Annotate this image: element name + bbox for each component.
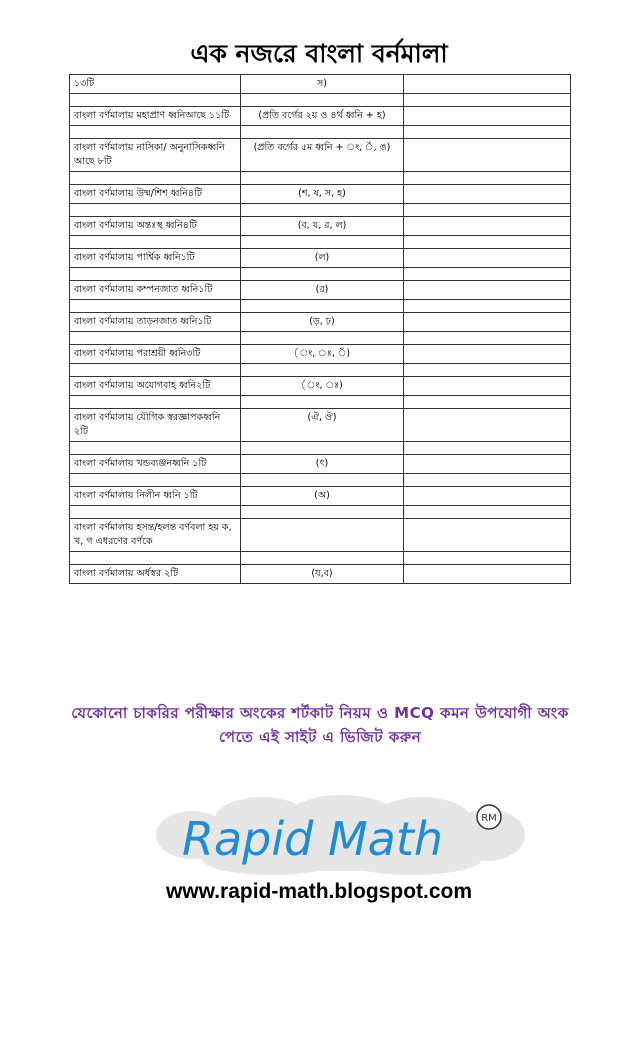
table-row	[70, 519, 571, 552]
empty-cell	[70, 204, 241, 217]
empty-cell	[241, 474, 404, 487]
empty-cell	[241, 94, 404, 107]
row-label: বাংলা বর্ণমালায় অযোগবাহ ধ্বনি২টি	[70, 377, 241, 396]
empty-cell	[404, 126, 571, 139]
empty-cell	[70, 268, 241, 281]
spacer-row	[70, 172, 571, 185]
table-row	[70, 313, 571, 332]
spacer-row	[70, 364, 571, 377]
row-label: বাংলা বর্ণমালায় কম্পনজাত ধ্বনি১টি	[70, 281, 241, 300]
table-row	[70, 455, 571, 474]
empty-cell	[241, 506, 404, 519]
empty-cell	[404, 455, 571, 474]
row-label: বাংলা বর্ণমালায় পরাশ্রয়ী ধ্বনি৩টি	[70, 345, 241, 364]
empty-cell	[404, 345, 571, 364]
table-row	[70, 249, 571, 268]
row-label: বাংলা বর্ণমালায় উষ্ম/শিশ ধ্বনি৪টি	[70, 185, 241, 204]
table-row	[70, 185, 571, 204]
empty-cell	[404, 249, 571, 268]
empty-cell	[404, 396, 571, 409]
alphabet-table	[69, 74, 571, 584]
empty-cell	[404, 409, 571, 442]
table-row	[70, 217, 571, 236]
empty-cell	[70, 126, 241, 139]
row-value: (ব, য, র, ল)	[241, 217, 404, 236]
empty-cell	[404, 565, 571, 584]
table-row	[70, 107, 571, 126]
empty-cell	[241, 268, 404, 281]
row-label: বাংলা বর্ণমালায় নাসিকা/ অনুনাসিকধ্বনি আছে ৮টি	[70, 139, 241, 172]
empty-cell	[70, 172, 241, 185]
cloud-logo-graphic	[152, 795, 528, 877]
row-label: বাংলা বর্ণমালায় খন্ডব্যঞ্জনধ্বনি ১টি	[70, 455, 241, 474]
empty-cell	[404, 139, 571, 172]
spacer-row	[70, 396, 571, 409]
row-value: (শ, ষ, স, হ)	[241, 185, 404, 204]
row-value: (প্রতি বর্গের ৫ম ধ্বনি + ং, ঁ, ঙ)	[241, 139, 404, 172]
empty-cell	[241, 552, 404, 565]
spacer-row	[70, 552, 571, 565]
spacer-row	[70, 300, 571, 313]
spacer-row	[70, 236, 571, 249]
empty-cell	[404, 377, 571, 396]
empty-cell	[404, 552, 571, 565]
empty-cell	[404, 236, 571, 249]
empty-cell	[404, 313, 571, 332]
spacer-row	[70, 94, 571, 107]
row-label: বাংলা বর্ণমালায় অর্ধস্বর ২টি	[70, 565, 241, 584]
empty-cell	[241, 396, 404, 409]
table-row	[70, 565, 571, 584]
empty-cell	[241, 204, 404, 217]
empty-cell	[70, 300, 241, 313]
empty-cell	[70, 364, 241, 377]
row-label: বাংলা বর্ণমালায় অন্তঃস্থ ধ্বনি৪টি	[70, 217, 241, 236]
row-value: (র)	[241, 281, 404, 300]
row-label: বাংলা বর্ণমালায় যৌগিক স্বরজ্ঞাপকধ্বনি ২টি	[70, 409, 241, 442]
row-label: ১৩টি	[70, 75, 241, 94]
row-value: (ৎ)	[241, 455, 404, 474]
empty-cell	[404, 442, 571, 455]
empty-cell	[70, 474, 241, 487]
logo-mark: RM	[481, 813, 497, 824]
spacer-row	[70, 474, 571, 487]
site-url: www.rapid-math.blogspot.com	[165, 880, 473, 903]
page-title: এক নজরে বাংলা বর্নমালা	[190, 39, 448, 68]
row-label: বাংলা বর্ণমালায় নিলীন ধ্বনি ১টি	[70, 487, 241, 506]
empty-cell	[404, 281, 571, 300]
empty-cell	[70, 396, 241, 409]
rapid-math-logo	[152, 795, 528, 877]
empty-cell	[404, 75, 571, 94]
spacer-row	[70, 126, 571, 139]
row-label: বাংলা বর্ণমালায় মহাপ্রাণ ধ্বনিআছে ১১টি	[70, 107, 241, 126]
row-label: বাংলা বর্ণমালায় পার্শ্বিক ধ্বনি১টি	[70, 249, 241, 268]
empty-cell	[241, 236, 404, 249]
table-row	[70, 377, 571, 396]
row-value: (য,ব)	[241, 565, 404, 584]
empty-cell	[404, 300, 571, 313]
empty-cell	[241, 332, 404, 345]
empty-cell	[404, 506, 571, 519]
empty-cell	[241, 172, 404, 185]
empty-cell	[404, 519, 571, 552]
row-value: (অ)	[241, 487, 404, 506]
empty-cell	[241, 442, 404, 455]
empty-cell	[70, 442, 241, 455]
row-value: (ং, ঃ)	[241, 377, 404, 396]
promo-text	[60, 701, 580, 749]
empty-cell	[70, 236, 241, 249]
promo-line-2: পেতে এই সাইট এ ভিজিট করুন	[218, 728, 422, 746]
empty-cell	[404, 185, 571, 204]
promo-line-1: যেকোনো চাকরির পরীক্ষার অংকের শর্টকাট নিয়ম ও MCQ কমন উপযোগী অংক	[71, 704, 569, 722]
empty-cell	[70, 552, 241, 565]
table-row	[70, 139, 571, 172]
row-value: (ল)	[241, 249, 404, 268]
table-row	[70, 345, 571, 364]
spacer-row	[70, 204, 571, 217]
row-value: স)	[241, 75, 404, 94]
empty-cell	[404, 487, 571, 506]
spacer-row	[70, 332, 571, 345]
empty-cell	[241, 364, 404, 377]
spacer-row	[70, 268, 571, 281]
row-value: (ং, ঃ, ঁ)	[241, 345, 404, 364]
empty-cell	[241, 300, 404, 313]
logo-text: Rapid Math	[182, 812, 444, 866]
empty-cell	[404, 474, 571, 487]
table-row	[70, 281, 571, 300]
empty-cell	[404, 94, 571, 107]
row-value: (ড়, ঢ়)	[241, 313, 404, 332]
row-label: বাংলা বর্ণমালায় হসন্ত/হলন্ত বর্ণবলা হয় ক, খ, গ এধরণের বর্ণকে	[70, 519, 241, 552]
empty-cell	[404, 204, 571, 217]
spacer-row	[70, 506, 571, 519]
empty-cell	[70, 332, 241, 345]
empty-cell	[404, 364, 571, 377]
empty-cell	[70, 506, 241, 519]
empty-cell	[241, 126, 404, 139]
row-value	[241, 519, 404, 552]
row-label: বাংলা বর্ণমালায় তাড়নজাত ধ্বনি১টি	[70, 313, 241, 332]
empty-cell	[404, 107, 571, 126]
table-row	[70, 75, 571, 94]
empty-cell	[404, 217, 571, 236]
row-value: (প্রতি বর্গের ২য় ও ৪র্থ ধ্বনি + হ)	[241, 107, 404, 126]
empty-cell	[404, 332, 571, 345]
row-value: (ঐ, ঔ)	[241, 409, 404, 442]
empty-cell	[404, 268, 571, 281]
spacer-row	[70, 442, 571, 455]
empty-cell	[404, 172, 571, 185]
table-row	[70, 487, 571, 506]
table-row	[70, 409, 571, 442]
empty-cell	[70, 94, 241, 107]
